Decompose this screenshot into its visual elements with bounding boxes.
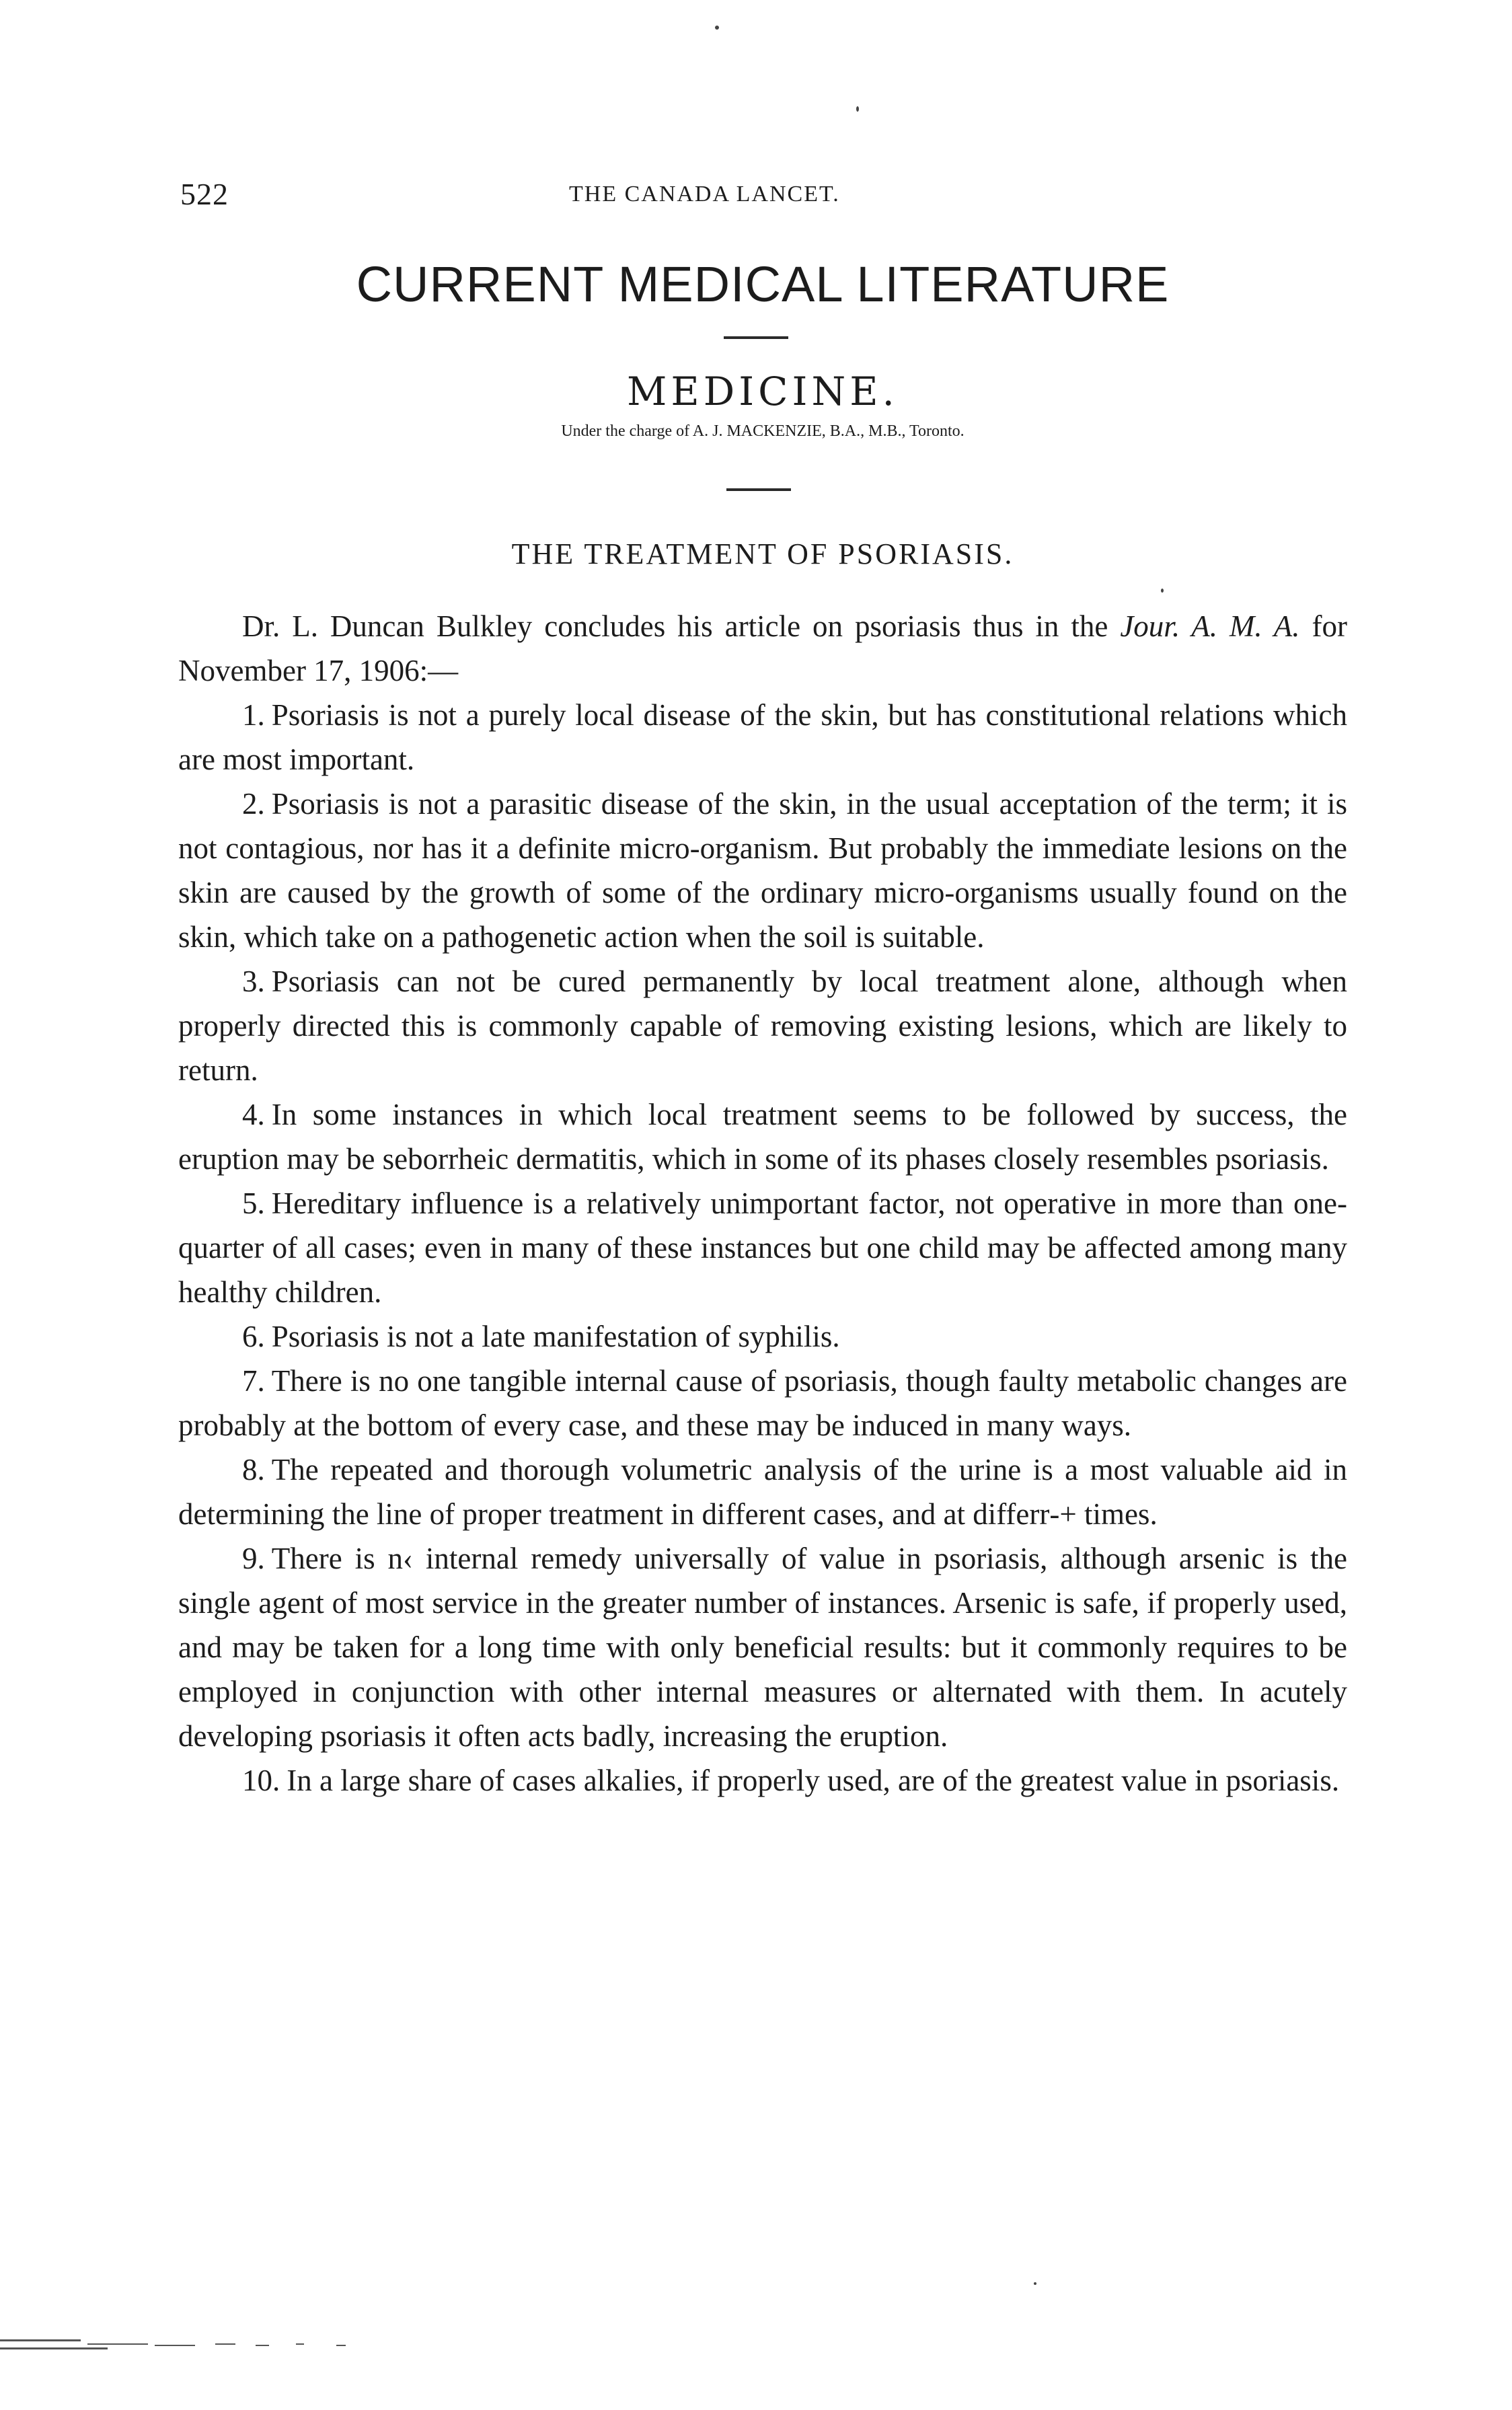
list-item [178,693,1347,782]
item-number: 6. [242,1320,265,1353]
page-number: 522 [180,177,229,211]
editor-credit: Under the charge of A. J. MACKENZIE, B.A., M.B., Toronto. [561,422,965,440]
item-number: 1. [242,698,265,732]
item-number: 4. [242,1098,265,1131]
item-number: 5. [242,1187,265,1220]
intro-paragraph [178,604,1347,693]
list-item [178,782,1347,959]
list-item [178,959,1347,1092]
scan-speck [1161,589,1164,593]
item-text: There is no one tangible internal cause of psoriasis, though faulty metabolic changes are probably at the bottom of every case, and these may be induced in many ways. [178,1364,1347,1442]
list-item [178,1758,1347,1803]
list-item [178,1181,1347,1314]
item-number: 7. [242,1364,265,1398]
list-item [178,1536,1347,1758]
item-text: Psoriasis is not a purely local disease of the skin, but has constitutional relations which are most important. [178,698,1347,776]
item-number: 8. [242,1453,265,1486]
item-number: 9. [242,1542,265,1575]
item-number: 10. [242,1764,280,1797]
list-item [178,1314,1347,1359]
subsection-title: MEDICINE. [627,369,899,414]
item-text: In a large share of cases alkalies, if properly used, are of the greatest value in psoriasis. [287,1764,1340,1797]
article-body [178,604,1347,1803]
divider-rule [726,488,791,491]
list-item [178,1092,1347,1181]
item-text: The repeated and thorough volumetric analysis of the urine is a most valuable aid in determining the line of proper treatment in different cases, and at differr‑+ times. [178,1453,1347,1531]
item-text: Psoriasis is not a late manifestation of syphilis. [271,1320,840,1353]
item-text: Psoriasis is not a parasitic disease of the skin, in the usual acceptation of the term; it is not contagious, nor has it a definite micro-organism. But probably the immediate lesions on the skin are caused by the growth of some of the ordinary micro-organisms usually found on the skin, which take on a pathogenetic action when the soil is suitable. [178,787,1347,954]
item-number: 2. [242,787,265,821]
divider-rule [724,336,788,339]
section-title: CURRENT MEDICAL LITERATURE [356,256,1170,312]
item-text: There is n‹ internal remedy universally of value in psoriasis, although arsenic is the single agent of most service in the greater number of instances. Arsenic is safe, if properly used, and may be taken for a long time with only beneficial results: but it commonly requires to be employed in conjunction with other internal measures or alternated with them. In acutely developing psoriasis it often acts badly, increasing the eruption. [178,1542,1347,1753]
article-title: THE TREATMENT OF PSORIASIS. [511,537,1014,570]
running-head [180,176,1344,217]
journal-title: THE CANADA LANCET. [569,182,840,206]
item-text: Hereditary influence is a relatively unimportant factor, not operative in more than one-quarter of all cases; even in many of these instances but one child may be affected among many healthy children. [178,1187,1347,1309]
item-number: 3. [242,965,265,998]
list-item [178,1359,1347,1447]
journal-citation: Jour. A. M. A. [1120,609,1300,643]
scan-speck [715,26,719,30]
intro-text: Dr. L. Duncan Bulkley concludes his article on psoriasis thus in the [242,609,1108,643]
scan-speck [856,106,859,112]
scan-speck [1034,2282,1036,2285]
item-text: In some instances in which local treatment seems to be followed by success, the eruption may be seborrheic dermatitis, which in some of its phases closely resembles psoriasis. [178,1098,1347,1176]
scan-marks [0,2334,377,2361]
item-text: Psoriasis can not be cured permanently by local treatment alone, although when properly directed this is commonly capable of removing existing lesions, which are likely to return. [178,965,1347,1087]
list-item [178,1447,1347,1536]
intro-date: for November 17, 1906:— [178,609,1347,687]
